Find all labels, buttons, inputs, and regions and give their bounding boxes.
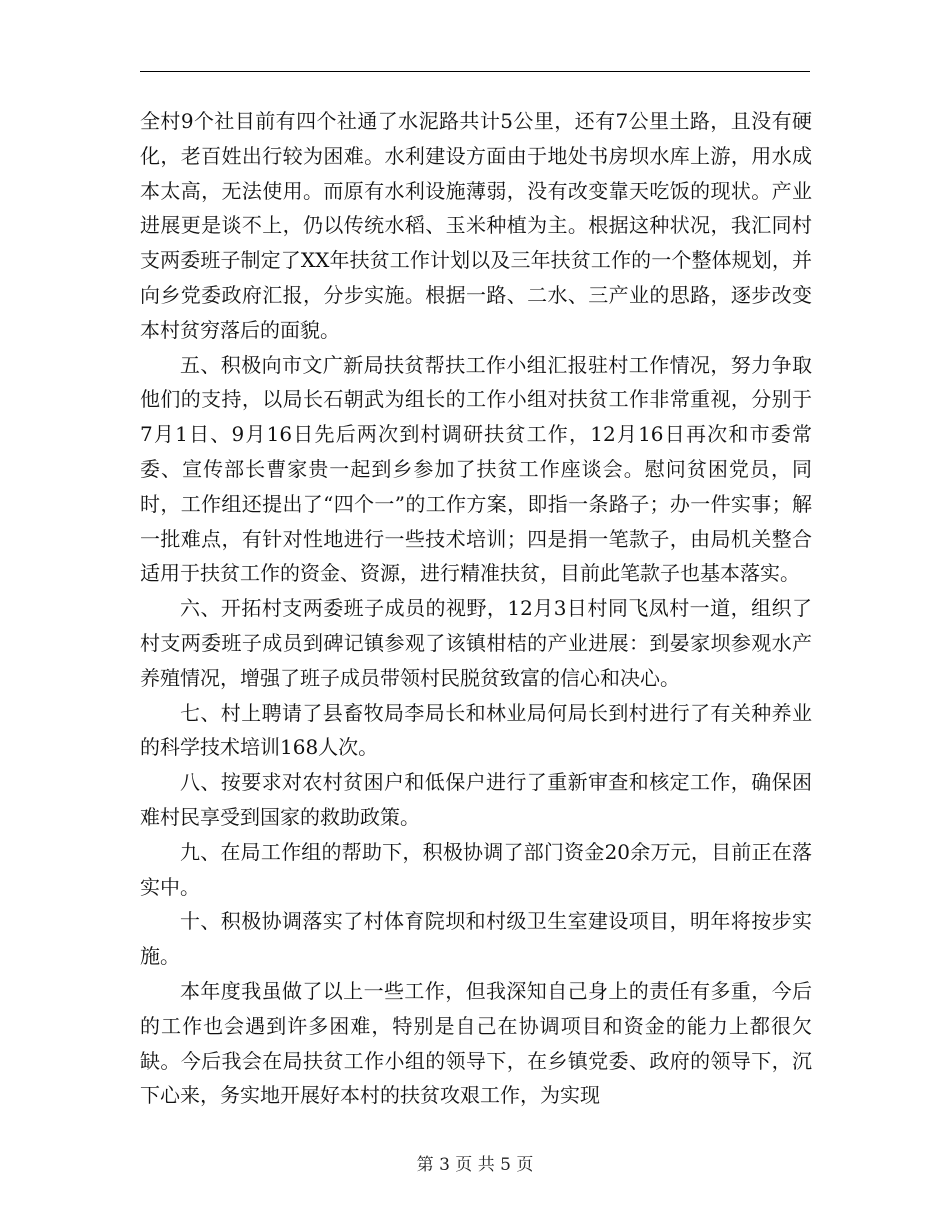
paragraph-item-7: 七、村上聘请了县畜牧局李局长和林业局何局长到村进行了有关种养业的科学技术培训168人次。 (140, 700, 812, 760)
paragraph-item-9: 九、在局工作组的帮助下，积极协调了部门资金20余万元，目前正在落实中。 (140, 839, 812, 899)
paragraph-item-10: 十、积极协调落实了村体育院坝和村级卫生室建设项目，明年将按步实施。 (140, 909, 812, 969)
header-rule (140, 71, 810, 72)
paragraph-item-5: 五、积极向市文广新局扶贫帮扶工作小组汇报驻村工作情况，努力争取他们的支持，以局长石朝武为组长的工作小组对扶贫工作非常重视，分别于7月1日、9月16日先后两次到村调研扶贫工作，12月16日再次和市委常委、宣传部长曹家贵一起到乡参加了扶贫工作座谈会。慰问贫困党员，同时，工作组还提出了“四个一”的工作方案，即指一条路子；办一件实事；解一批难点，有针对性地进行一些技术培训；四是捐一笔款子，由局机关整合适用于扶贫工作的资金、资源，进行精准扶贫，目前此笔款子也基本落实。 (140, 352, 812, 586)
paragraph-summary: 本年度我虽做了以上一些工作，但我深知自己身上的责任有多重，今后的工作也会遇到许多困难，特别是自己在协调项目和资金的能力上都很欠缺。今后我会在局扶贫工作小组的领导下，在乡镇党委、政府的领导下，沉下心来，务实地开展好本村的扶贫攻艰工作，为实现 (140, 978, 812, 1108)
page-number-footer: 第 3 页 共 5 页 (416, 1155, 534, 1175)
paragraph-continuation: 全村9个社目前有四个社通了水泥路共计5公里，还有7公里土路，且没有硬化，老百姓出行较为困难。水利建设方面由于地处书房坝水库上游，用水成本太高，无法使用。而原有水利设施薄弱，没有改变靠天吃饭的现状。产业进展更是谈不上，仍以传统水稻、玉米种植为主。根据这种状况，我汇同村支两委班子制定了XX年扶贫工作计划以及三年扶贫工作的一个整体规划，并向乡党委政府汇报，分步实施。根据一路、二水、三产业的思路，逐步改变本村贫穷落后的面貌。 (140, 109, 812, 342)
document-body (140, 104, 812, 1113)
paragraph-item-8: 八、按要求对农村贫困户和低保户进行了重新审查和核定工作，确保困难村民享受到国家的救助政策。 (140, 770, 812, 829)
paragraph-item-6: 六、开拓村支两委班子成员的视野，12月3日村同飞凤村一道，组织了村支两委班子成员到碑记镇参观了该镇柑桔的产业进展：到晏家坝参观水产养殖情况，增强了班子成员带领村民脱贫致富的信心和决心。 (140, 596, 812, 690)
